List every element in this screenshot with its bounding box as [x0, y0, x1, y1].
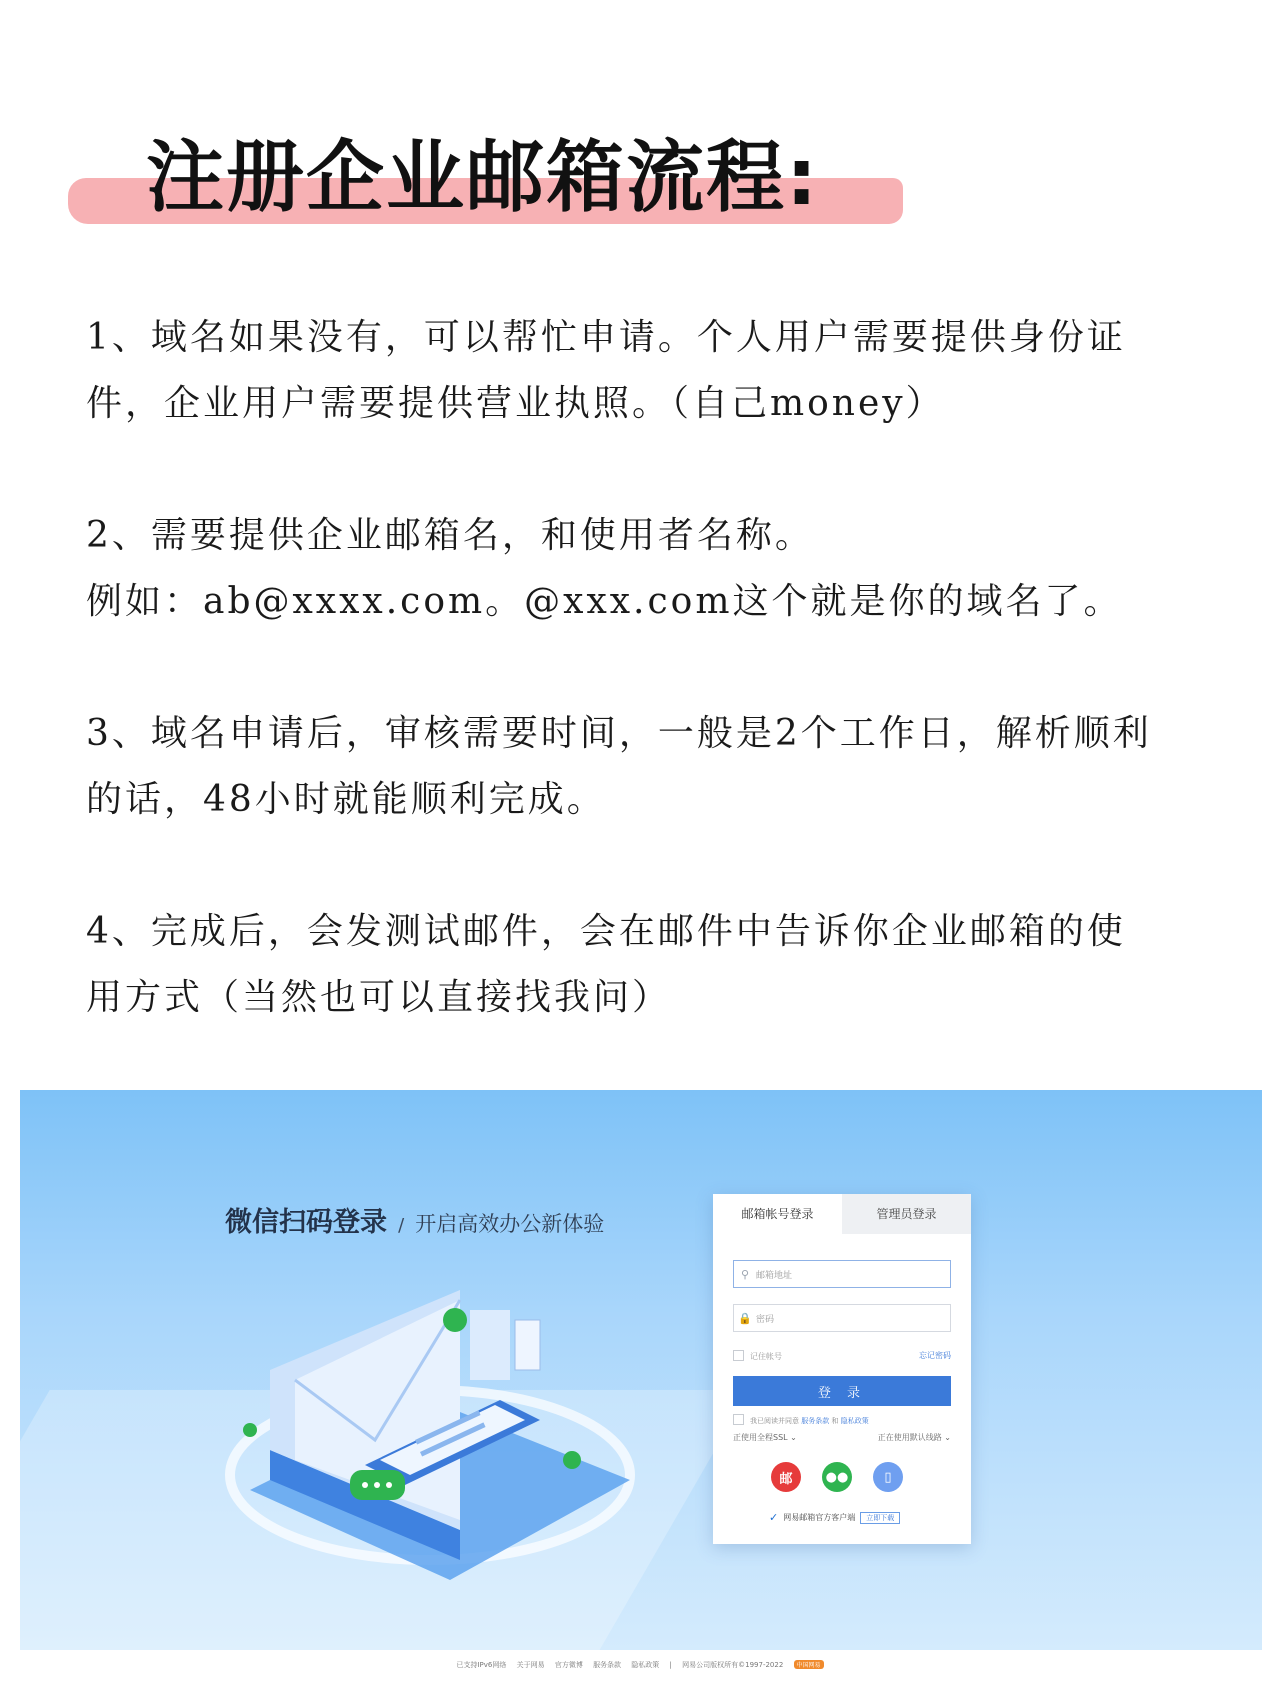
remember-checkbox[interactable] [733, 1350, 744, 1361]
step-4 [86, 899, 1206, 1031]
terms-link[interactable]: 服务条款 [801, 1417, 830, 1425]
step-line: 1、域名如果没有，可以帮忙申请。个人用户需要提供身份证 [86, 317, 1126, 358]
quick-login-icons [771, 1462, 903, 1492]
step-line: 的话，48小时就能顺利完成。 [86, 779, 606, 820]
line-dropdown[interactable]: 正在使用默认线路 ⌄ [877, 1433, 951, 1442]
footer-link[interactable]: 关于网易 [516, 1661, 545, 1669]
mail-icon[interactable]: 邮 [771, 1462, 801, 1492]
remember-row [733, 1350, 951, 1362]
agreement-row [733, 1414, 869, 1426]
promo-heading [225, 1200, 604, 1239]
client-text: 网易邮箱官方客户端 [783, 1513, 856, 1522]
password-field[interactable] [733, 1304, 951, 1332]
step-1 [86, 305, 1206, 437]
step-line: 用方式（当然也可以直接找我问） [86, 977, 672, 1018]
promo-title: 微信扫码登录 [225, 1207, 387, 1238]
remember-account[interactable] [733, 1350, 782, 1362]
login-button[interactable]: 登 录 [733, 1376, 951, 1406]
footer-link[interactable]: 服务条款 [593, 1661, 622, 1669]
step-line: 3、域名申请后，审核需要时间，一般是2个工作日，解析顺利 [86, 713, 1152, 754]
promo-subtitle: 开启高效办公新体验 [415, 1212, 605, 1236]
footer-badge: 中国网易 [794, 1660, 824, 1669]
email-field[interactable] [733, 1260, 951, 1288]
login-tabs [713, 1194, 971, 1234]
step-line: 4、完成后，会发测试邮件，会在邮件中告诉你企业邮箱的使 [86, 911, 1126, 952]
user-icon: ⚲ [740, 1267, 750, 1281]
password-placeholder: 密码 [756, 1314, 775, 1325]
connection-options [733, 1432, 951, 1443]
step-2 [86, 503, 1206, 635]
title-block [68, 128, 908, 228]
remember-label: 记住帐号 [750, 1352, 782, 1361]
login-card [713, 1194, 971, 1544]
footer-divider: | [669, 1661, 672, 1669]
mail-login-screenshot [20, 1090, 1262, 1650]
client-download-row [769, 1511, 900, 1524]
privacy-link[interactable]: 隐私政策 [840, 1417, 869, 1425]
agree-prefix: 我已阅读并同意 [750, 1417, 799, 1425]
mail-illustration [210, 1260, 670, 1580]
lock-icon: 🔒 [738, 1311, 752, 1325]
footer-link[interactable]: 隐私政策 [631, 1661, 660, 1669]
step-line: 件，企业用户需要提供营业执照。（自己money） [86, 383, 945, 424]
step-line: 2、需要提供企业邮箱名，和使用者名称。 [86, 515, 814, 556]
forgot-password-link[interactable]: 忘记密码 [919, 1351, 951, 1360]
tab-admin-login[interactable]: 管理员登录 [842, 1194, 971, 1234]
email-placeholder: 邮箱地址 [756, 1270, 793, 1281]
footer [0, 1660, 1280, 1670]
steps-list [86, 305, 1206, 1097]
page-title: 注册企业邮箱流程: [146, 133, 820, 223]
phone-icon[interactable]: ▯ [873, 1462, 903, 1492]
footer-link[interactable]: 已支持IPv6网络 [456, 1661, 507, 1669]
ssl-dropdown[interactable]: 正使用全程SSL ⌄ [733, 1433, 797, 1442]
agree-and: 和 [831, 1417, 839, 1425]
copyright: 网易公司版权所有©1997-2022 [682, 1661, 784, 1669]
footer-link[interactable]: 官方微博 [554, 1661, 583, 1669]
wechat-icon[interactable]: ●● [822, 1462, 852, 1492]
promo-separator: / [398, 1215, 405, 1236]
agree-checkbox[interactable] [733, 1414, 744, 1425]
step-3 [86, 701, 1206, 833]
netease-mail-logo-icon: ✓ [769, 1511, 779, 1524]
download-button[interactable]: 立即下载 [860, 1512, 900, 1524]
tab-mail-account-login[interactable]: 邮箱帐号登录 [741, 1207, 814, 1221]
step-line: 例如：ab@xxxx.com。@xxx.com这个就是你的域名了。 [86, 581, 1123, 622]
